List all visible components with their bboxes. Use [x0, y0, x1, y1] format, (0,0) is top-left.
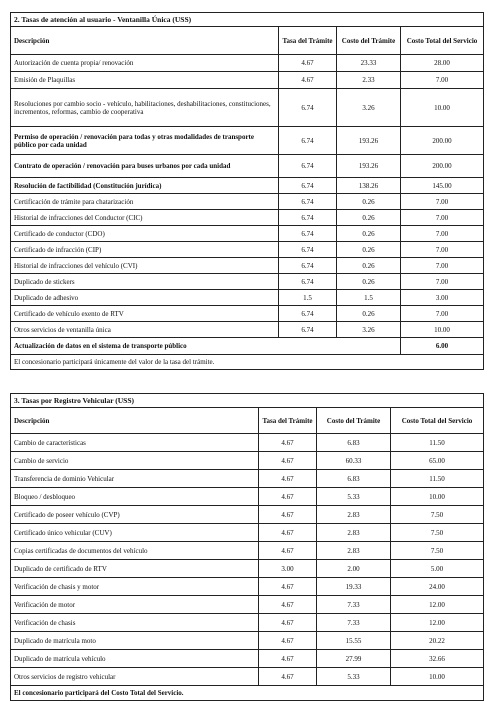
section-title: 2. Tasas de atención al usuario - Ventanilla Única (USS)	[11, 13, 484, 27]
row-tasa: 4.67	[279, 72, 337, 89]
row-description: Certificación de trámite para chatarización	[11, 194, 279, 210]
row-costo: 193.26	[337, 155, 401, 178]
row-tasa: 6.74	[279, 322, 337, 338]
table-row	[11, 578, 484, 596]
row-costo: 60.33	[317, 452, 391, 470]
row-tasa: 4.67	[259, 488, 317, 506]
row-costo: 6.83	[317, 434, 391, 452]
row-total: 32.66	[391, 650, 484, 668]
row-total: 11.50	[391, 470, 484, 488]
tasas-registro-table	[10, 393, 484, 701]
row-description: Contrato de operación / renovación para buses urbanos por cada unidad	[11, 155, 279, 178]
row-costo: 2.33	[337, 72, 401, 89]
row-total: 3.00	[401, 290, 484, 306]
row-tasa: 6.74	[279, 210, 337, 226]
row-description: Duplicado de certificado de RTV	[11, 560, 259, 578]
row-costo: 0.26	[337, 242, 401, 258]
row-costo: 2.00	[317, 560, 391, 578]
row-total: 12.00	[391, 614, 484, 632]
row-description: Historial de infracciones del vehículo (CVI)	[11, 258, 279, 274]
row-tasa: 4.67	[259, 470, 317, 488]
table-row	[11, 452, 484, 470]
row-description: Copias certificadas de documentos del vehículo	[11, 542, 259, 560]
table-row	[11, 306, 484, 322]
row-description: Duplicado de stickers	[11, 274, 279, 290]
table-row	[11, 258, 484, 274]
row-costo: 0.26	[337, 274, 401, 290]
row-costo: 7.33	[317, 596, 391, 614]
row-costo: 3.26	[337, 89, 401, 127]
header-descripcion: Descripción	[11, 27, 279, 55]
row-total: 7.50	[391, 542, 484, 560]
row-costo: 0.26	[337, 226, 401, 242]
row-description: Certificado de infracción (CIP)	[11, 242, 279, 258]
row-description: Permiso de operación / renovación para todas y otras modalidades de transporte público por cada unidad	[11, 127, 279, 155]
row-tasa: 6.74	[279, 274, 337, 290]
row-total: 10.00	[391, 668, 484, 686]
row-description: Certificado de conductor (CDO)	[11, 226, 279, 242]
update-total: 6.00	[401, 338, 484, 355]
row-description: Certificado de vehículo exento de RTV	[11, 306, 279, 322]
row-total: 200.00	[401, 127, 484, 155]
table-row	[11, 560, 484, 578]
section-note: El concesionario participará del Costo Total del Servicio.	[11, 686, 484, 701]
note-row	[11, 355, 484, 370]
table-row	[11, 650, 484, 668]
table-row	[11, 127, 484, 155]
row-costo: 6.83	[317, 470, 391, 488]
row-description: Resoluciones por cambio socio - vehículo, habilitaciones, deshabilitaciones, constituciones, incrementos, reformas, cambio de cooperativa	[11, 89, 279, 127]
row-tasa: 6.74	[279, 306, 337, 322]
row-total: 7.00	[401, 194, 484, 210]
row-costo: 193.26	[337, 127, 401, 155]
table-row	[11, 322, 484, 338]
header-row	[11, 27, 484, 55]
row-costo: 138.26	[337, 178, 401, 194]
update-row	[11, 338, 484, 355]
row-tasa: 4.67	[259, 524, 317, 542]
table-row	[11, 506, 484, 524]
table-row	[11, 178, 484, 194]
row-description: Verificación de chasis y motor	[11, 578, 259, 596]
row-costo: 15.55	[317, 632, 391, 650]
table-row	[11, 524, 484, 542]
row-total: 65.00	[391, 452, 484, 470]
row-costo: 3.26	[337, 322, 401, 338]
row-tasa: 6.74	[279, 89, 337, 127]
section-title-row	[11, 394, 484, 408]
table-row	[11, 596, 484, 614]
row-costo: 1.5	[337, 290, 401, 306]
section-title: 3. Tasas por Registro Vehicular (USS)	[11, 394, 484, 408]
row-total: 10.00	[401, 322, 484, 338]
header-costo: Costo del Trámite	[317, 408, 391, 434]
row-costo: 23.33	[337, 55, 401, 72]
row-description: Otros servicios de registro vehicular	[11, 668, 259, 686]
row-total: 11.50	[391, 434, 484, 452]
row-total: 7.00	[401, 72, 484, 89]
row-tasa: 4.67	[259, 650, 317, 668]
table-row	[11, 89, 484, 127]
row-tasa: 4.67	[259, 668, 317, 686]
row-costo: 0.26	[337, 194, 401, 210]
header-total: Costo Total del Servicio	[401, 27, 484, 55]
row-tasa: 6.74	[279, 127, 337, 155]
row-total: 7.00	[401, 226, 484, 242]
row-costo: 2.83	[317, 524, 391, 542]
row-tasa: 4.67	[259, 506, 317, 524]
tasas-ventanilla-table	[10, 12, 484, 370]
row-costo: 27.99	[317, 650, 391, 668]
table-row	[11, 668, 484, 686]
header-tasa: Tasa del Trámite	[259, 408, 317, 434]
row-costo: 2.83	[317, 506, 391, 524]
row-tasa: 6.74	[279, 226, 337, 242]
header-total: Costo Total del Servicio	[391, 408, 484, 434]
row-tasa: 1.5	[279, 290, 337, 306]
row-total: 10.00	[391, 488, 484, 506]
table-row	[11, 274, 484, 290]
row-total: 7.50	[391, 524, 484, 542]
table-row	[11, 290, 484, 306]
row-tasa: 4.67	[259, 632, 317, 650]
table-row	[11, 55, 484, 72]
row-total: 28.00	[401, 55, 484, 72]
note-row	[11, 686, 484, 701]
table-row	[11, 470, 484, 488]
row-total: 7.00	[401, 242, 484, 258]
table-row	[11, 632, 484, 650]
update-description: Actualización de datos en el sistema de transporte público	[11, 338, 401, 355]
row-total: 24.00	[391, 578, 484, 596]
row-tasa: 6.74	[279, 155, 337, 178]
row-description: Duplicado de matrícula moto	[11, 632, 259, 650]
row-costo: 7.33	[317, 614, 391, 632]
row-tasa: 3.00	[259, 560, 317, 578]
table-row	[11, 155, 484, 178]
row-description: Verificación de chasis	[11, 614, 259, 632]
row-total: 12.00	[391, 596, 484, 614]
row-tasa: 4.67	[259, 434, 317, 452]
row-total: 10.00	[401, 89, 484, 127]
row-total: 7.50	[391, 506, 484, 524]
row-tasa: 4.67	[279, 55, 337, 72]
row-costo: 0.26	[337, 258, 401, 274]
row-description: Cambio de servicio	[11, 452, 259, 470]
row-costo: 0.26	[337, 306, 401, 322]
row-total: 20.22	[391, 632, 484, 650]
header-tasa: Tasa del Trámite	[279, 27, 337, 55]
row-tasa: 4.67	[259, 578, 317, 596]
row-total: 7.00	[401, 274, 484, 290]
row-total: 7.00	[401, 210, 484, 226]
row-tasa: 4.67	[259, 596, 317, 614]
table-row	[11, 72, 484, 89]
row-description: Cambio de características	[11, 434, 259, 452]
header-descripcion: Descripción	[11, 408, 259, 434]
row-description: Historial de infracciones del Conductor (CIC)	[11, 210, 279, 226]
row-description: Bloqueo / desbloqueo	[11, 488, 259, 506]
header-row	[11, 408, 484, 434]
row-tasa: 6.74	[279, 178, 337, 194]
row-costo: 2.83	[317, 542, 391, 560]
row-total: 145.00	[401, 178, 484, 194]
table-row	[11, 242, 484, 258]
row-total: 7.00	[401, 306, 484, 322]
table-row	[11, 434, 484, 452]
row-tasa: 6.74	[279, 258, 337, 274]
row-total: 5.00	[391, 560, 484, 578]
table-row	[11, 542, 484, 560]
row-description: Duplicado de matrícula vehículo	[11, 650, 259, 668]
row-description: Transferencia de dominio Vehicular	[11, 470, 259, 488]
section-title-row	[11, 13, 484, 27]
row-description: Resolución de factibilidad (Constitución jurídica)	[11, 178, 279, 194]
row-description: Duplicado de adhesivo	[11, 290, 279, 306]
row-tasa: 4.67	[259, 614, 317, 632]
header-costo: Costo del Trámite	[337, 27, 401, 55]
row-description: Certificado único vehicular (CUV)	[11, 524, 259, 542]
row-total: 200.00	[401, 155, 484, 178]
row-tasa: 6.74	[279, 242, 337, 258]
row-tasa: 4.67	[259, 542, 317, 560]
table-row	[11, 210, 484, 226]
row-description: Otros servicios de ventanilla única	[11, 322, 279, 338]
table-row	[11, 488, 484, 506]
section-note: El concesionario participará únicamente del valor de la tasa del trámite.	[11, 355, 484, 370]
row-costo: 5.33	[317, 488, 391, 506]
row-description: Certificado de poseer vehículo (CVP)	[11, 506, 259, 524]
row-tasa: 6.74	[279, 194, 337, 210]
row-tasa: 4.67	[259, 452, 317, 470]
row-total: 7.00	[401, 258, 484, 274]
row-description: Autorización de cuenta propia/ renovación	[11, 55, 279, 72]
table-row	[11, 614, 484, 632]
row-costo: 19.33	[317, 578, 391, 596]
table-row	[11, 194, 484, 210]
row-description: Emisión de Plaquillas	[11, 72, 279, 89]
table-row	[11, 226, 484, 242]
row-description: Verificación de motor	[11, 596, 259, 614]
row-costo: 0.26	[337, 210, 401, 226]
row-costo: 5.33	[317, 668, 391, 686]
